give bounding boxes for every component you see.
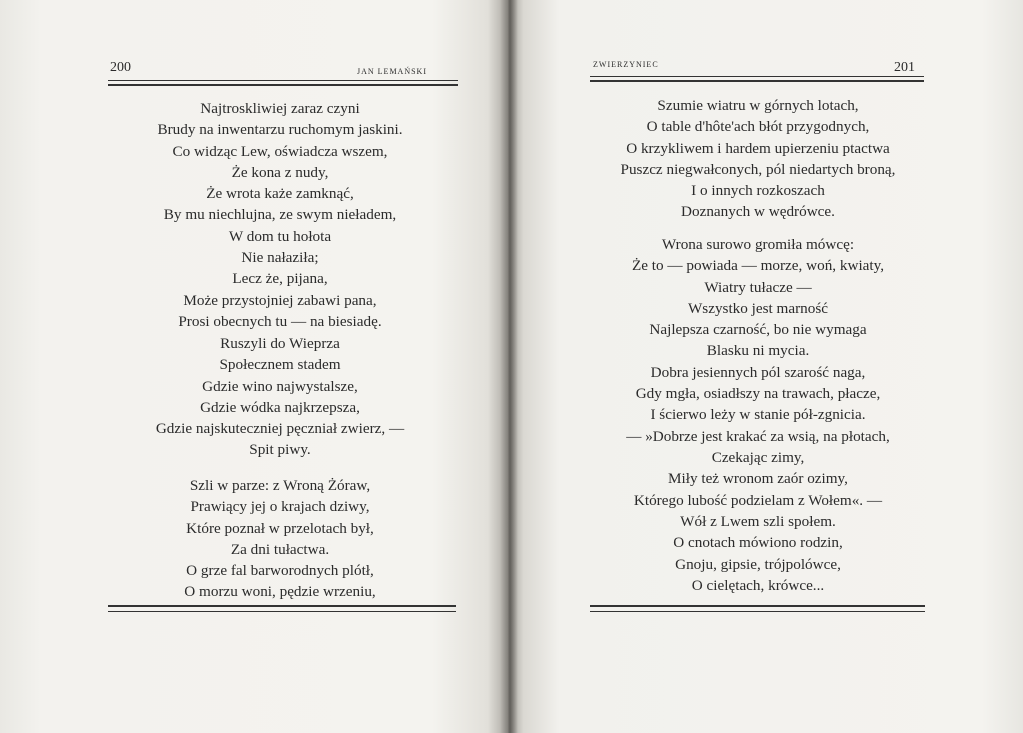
verse-line: Którego lubość podzielam z Wołem«. —	[633, 491, 883, 509]
verse-line: Lecz że, pijana,	[232, 270, 328, 288]
verse-line: O cnotach mówiono rodzin,	[673, 534, 843, 552]
footer-rule	[108, 611, 456, 612]
verse-line: O table d'hôte'ach błót przygodnych,	[646, 118, 870, 136]
verse-line: Gdzie wódka najkrzepsza,	[200, 398, 360, 416]
page-number: 201	[894, 60, 915, 75]
stanza	[60, 98, 500, 332]
verse-line: W dom tu hołota	[228, 227, 332, 245]
verse-line: Może przystojniej zabawi pana,	[183, 291, 377, 309]
verse-line: Prosi obecnych tu — na biesiadę.	[178, 312, 382, 330]
verse-line: Puszcz niegwałconych, pól niedartych broną,	[620, 160, 896, 178]
verse-line: By mu niechlujna, ze swym nieładem,	[163, 206, 397, 224]
verse-line: Wszystko jest marność	[687, 299, 829, 317]
footer-rule	[590, 605, 925, 607]
verse-line: Najtroskliwiej zaraz czyni	[200, 100, 360, 117]
stanza	[60, 475, 500, 603]
verse-line: Miły też wronom zaór ozimy,	[668, 470, 848, 488]
verse-line: Nie nałaziła;	[241, 249, 319, 267]
verse-line: Najlepsza czarność, bo nie wymaga	[649, 321, 867, 339]
verse-line: Gdy mgła, osiadłszy na trawach, płacze,	[635, 385, 881, 403]
verse-line: I ścierwo leży w stanie pół-zgnicia.	[650, 406, 866, 424]
left-page	[0, 0, 508, 733]
stanza	[538, 234, 978, 511]
verse-line: Prawiący jej o krajach dziwy,	[190, 498, 370, 516]
verse-line: Wiatry tułacze —	[704, 278, 812, 296]
right-page	[508, 0, 1023, 733]
verse-line: — »Dobrze jest krakać za wsią, na płotach,	[626, 427, 890, 445]
stanza	[60, 333, 500, 461]
verse-line: Wół z Lwem szli społem.	[680, 513, 836, 530]
verse-line: Szli w parze: z Wroną Żóraw,	[189, 477, 371, 494]
verse-line: Ruszyli do Wieprza	[220, 335, 340, 352]
verse-line: Wrona surowo gromiła mówcę:	[661, 236, 855, 253]
verse-line: Że to — powiada — morze, woń, kwiaty,	[631, 257, 885, 275]
footer-rule	[108, 605, 456, 607]
verse-line: I o innych rozkoszach	[691, 182, 825, 200]
footer-rule	[590, 611, 925, 612]
book-gutter-shadow	[500, 0, 518, 733]
verse-line: Że kona z nudy,	[231, 163, 329, 181]
running-head: JAN LEMAŃSKI	[357, 67, 427, 76]
verse-line: O morzu woni, pędzie wrzeniu,	[184, 583, 376, 601]
verse-line: Gdzie najskuteczniej pęczniał zwierz, —	[155, 420, 405, 438]
verse-line: O grze fal barworodnych plótł,	[186, 562, 374, 580]
header-rule	[590, 80, 924, 82]
verse-line: Spit piwy.	[249, 441, 311, 459]
verse-line: Społecznem stadem	[219, 356, 341, 374]
page-number: 200	[110, 60, 131, 75]
stanza	[538, 511, 978, 596]
verse-line: Blasku ni mycia.	[706, 342, 810, 360]
verse-line: Co widząc Lew, oświadcza wszem,	[172, 142, 388, 160]
header-rule	[108, 84, 458, 86]
header-rule	[590, 76, 924, 77]
running-head: ZWIERZYNIEC	[593, 60, 659, 69]
verse-line: Szumie wiatru w górnych lotach,	[657, 97, 859, 114]
verse-line: O krzykliwem i hardem upierzeniu ptactwa	[626, 139, 890, 157]
verse-line: Za dni tułactwa.	[230, 540, 330, 558]
verse-line: Doznanych w wędrówce.	[681, 203, 835, 221]
verse-line: O cielętach, krówce...	[691, 576, 825, 594]
stanza	[538, 95, 978, 223]
verse-line: Gnoju, gipsie, trójpolówce,	[675, 555, 841, 573]
verse-line: Gdzie wino najwystalsze,	[202, 377, 358, 395]
verse-line: Że wrota każe zamknąć,	[206, 185, 354, 203]
verse-line: Czekając zimy,	[711, 448, 805, 466]
header-rule	[108, 80, 458, 81]
verse-line: Które poznał w przelotach był,	[186, 519, 374, 537]
verse-line: Brudy na inwentarzu ruchomym jaskini.	[157, 121, 403, 139]
verse-line: Dobra jesiennych pól szarość naga,	[650, 363, 866, 381]
